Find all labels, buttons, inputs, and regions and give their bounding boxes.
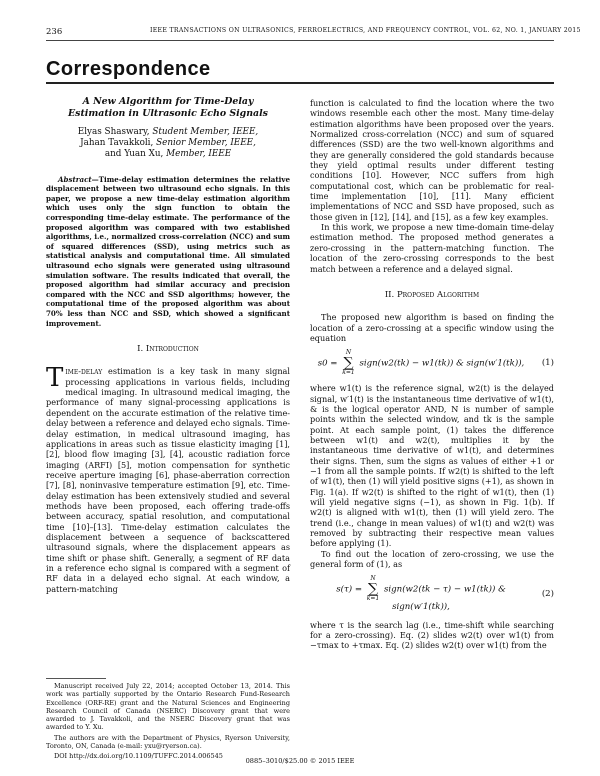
section-rule: [46, 82, 554, 84]
equation-1-sum-bottom: k=1: [342, 369, 355, 377]
author-2-role: Senior Member, IEEE,: [156, 138, 256, 149]
abstract: [46, 175, 290, 329]
right-paragraph-3: The proposed new algorithm is based on finding the location of a zero-crossing at a specific window using the equation: [310, 312, 554, 343]
footnote-affiliation: The authors are with the Department of Physics, Ryerson University, Toronto, ON, Canada (e-mail: yxu@ryerson.ca).: [46, 733, 290, 751]
right-paragraph-2: In this work, we propose a new time-domain time-delay estimation method. The proposed method generates a zero-crossing in the pattern-matching function. The location of the zero-crossing corresponds to the best match between a reference and a delayed signal.: [310, 222, 554, 274]
footnotes: [46, 682, 290, 763]
equation-2-body: [310, 576, 532, 612]
intro-smallcaps: ime-delay: [65, 366, 103, 377]
title-line-1: A New Algorithm for Time-Delay: [82, 96, 254, 107]
right-column: [310, 98, 554, 651]
equation-2-lhs: s(τ) =: [336, 584, 363, 595]
equation-2-sum-bottom: k=1: [366, 595, 380, 603]
drop-cap: T: [46, 363, 64, 394]
author-2-name: Jahan Tavakkoli,: [80, 138, 154, 149]
copyright-line: 0885–3010/$25.00 © 2015 IEEE: [245, 757, 355, 765]
author-3-role: Member, IEEE: [166, 149, 232, 160]
author-2: [46, 138, 290, 149]
author-1: [46, 127, 290, 138]
footnote-doi: DOI http://dx.doi.org/10.1109/TUFFC.2014.006545: [54, 752, 223, 761]
right-paragraph-1: function is calculated to find the location where the two windows resemble each other the most. Many time-delay estimation algorithms have been proposed over the years. Normalized cross-correlation (NCC) and sum of squared differences (SSD) are the two well-known algorithms and they are generally considered the gold standards because they yield optimal results under different testing conditions [10]. However, NCC suffers from high computational cost, which can be problematic for real-time implementation [10], [11]. Many efficient implementations of NCC and SSD have proposed, such as those given in [12], [14], and [15], as a few key examples.: [310, 98, 554, 222]
equation-2: [310, 576, 554, 612]
sigma-icon: ∑: [343, 355, 354, 372]
author-3-name: and Yuan Xu,: [104, 149, 164, 160]
page-number: 236: [46, 27, 63, 37]
abstract-text: —Time-delay estimation determines the relative displacement between two ultrasound echo signals. In this paper, we propose a new time-delay estimation algorithm which uses only the sign function to obtain the corresponding time-delay estimate. The performance of the proposed algorithm was compared with two established algorithms, i.e., normalized cross-correlation (NCC) and sum of squared differences (SSD), using metrics such as statistical analysis and computational time. All simulated ultrasound echo signals were generated using ultrasound simulation software. The results indicated that overall, the proposed algorithm had similar accuracy and precision compared with the NCC and SSD algorithms; however, the computational time of the proposed algorithm was about 70% less than NCC and SSD, which showed a significant improvement.: [46, 174, 290, 328]
equation-1-body: [310, 350, 532, 376]
equation-1: [310, 350, 554, 376]
abstract-lead: Abstract: [58, 174, 92, 184]
left-column: [46, 96, 290, 594]
author-1-role: Student Member, IEEE,: [152, 127, 259, 137]
equation-1-sum-top: N: [345, 349, 352, 357]
intro-paragraph: [46, 363, 290, 594]
equation-1-sum: [342, 350, 354, 376]
equation-2-sum: [367, 576, 379, 602]
author-3: [46, 149, 290, 160]
right-paragraph-6: where τ is the search lag (i.e., time-shift while searching for a zero-crossing). Eq. (2) slides w2(t) over w1(t) from −τmax to +τmax. Eq. (2) slides w2(t) over w1(t) from the: [310, 619, 554, 651]
intro-heading: I. Introduction: [137, 344, 199, 355]
article-title: [46, 96, 290, 119]
title-line-2: Estimation in Ultrasonic Echo Signals: [68, 107, 268, 119]
section-heading: Correspondence: [46, 58, 211, 80]
author-1-name: Elyas Shaswary,: [77, 127, 150, 137]
intro-text: estimation is a key task in many signal processing applications in various fields, including medical imaging. In ultrasound medical imaging, the performance of many signal-processing applications is dependent on the accurate estimation of the relative time-delay between a reference and delayed echo signals. Time-delay estimation, in medical ultrasound imaging, has applications in areas such as tissue elasticity imaging [1], [2], blood flow imaging [3], [4], acoustic radiation force imaging (ARFI) [5], motion compensation for synthetic receive aperture imaging [6], phase-aberration correction [7], [8], noninvasive temperature estimation [9], etc. Time-delay estimation has been extensively studied and several methods have been proposed, each offering trade-offs between accuracy, spatial resolution, and computational time [10]–[13]. Time-delay estimation calculates the displacement between a sequence of backscattered ultrasound signals, where the displacement appears as time shift or phase shift. Generally, a segment of RF data in a reference echo signal is compared with a segment of RF data in a delayed echo signal. At each window, a pattern-matching: [46, 366, 290, 594]
right-paragraph-4: where w1(t) is the reference signal, w2(t) is the delayed signal, w′1(t) is the instantaneous time derivative of w1(t), & is the logical operator AND, N is number of sample points within the selected window, and tk is the sample point. At each sample point, (1) takes the difference between w1(t) and w2(t), multiplies it by the instantaneous time derivative of w1(t), and determines their signs. Then, sum the signs as values of either +1 or −1 from all the sample points. If w2(t) is shifted to the left of w1(t), then (1) will yield positive signs (+1), as shown in Fig. 1(a). If w2(t) is shifted to the right of w1(t), then (1) will yield negative signs (−1), as shown in Fig. 1(b). If w2(t) is aligned with w1(t), then (1) will yield zero. The trend (i.e., change in mean values) of w1(t) and w2(t) was removed by subtracting their respective mean values before applying (1).: [310, 383, 554, 549]
header-rule: [46, 40, 554, 41]
equation-1-rhs: sign(w2(tk) − w1(tk)) & sign(w′1(tk)),: [359, 358, 525, 369]
footnote-funding: Manuscript received July 22, 2014; accepted October 13, 2014. This work was partially supported by the Ontario Research Fund-Research Excellence (ORF-RE) grant and the Natural Sciences and Engineering Research Council of Canada (NSERC) Discovery grant that were awarded to J. Tavakkoli, and the NSERC Discovery grant that was awarded to Y. Xu.: [46, 682, 290, 732]
equation-2-number: (2): [541, 589, 554, 600]
running-header: IEEE TRANSACTIONS ON ULTRASONICS, FERROELECTRICS, AND FREQUENCY CONTROL, VOL. 62, NO. 1, JANUARY 2015: [150, 27, 581, 34]
equation-2-sum-top: N: [370, 575, 376, 583]
algorithm-heading: II. Proposed Algorithm: [384, 289, 480, 300]
equation-2-rhs: sign(w2(tk − τ) − w1(tk)) & sign(w′1(tk)),: [384, 584, 506, 613]
author-list: [46, 127, 290, 161]
equation-1-number: (1): [541, 358, 554, 369]
footnote-rule: [46, 678, 106, 679]
equation-1-lhs: s0 =: [317, 358, 338, 369]
sigma-icon: ∑: [368, 581, 379, 598]
right-paragraph-5: To find out the location of zero-crossing, we use the general form of (1), as: [310, 548, 554, 570]
